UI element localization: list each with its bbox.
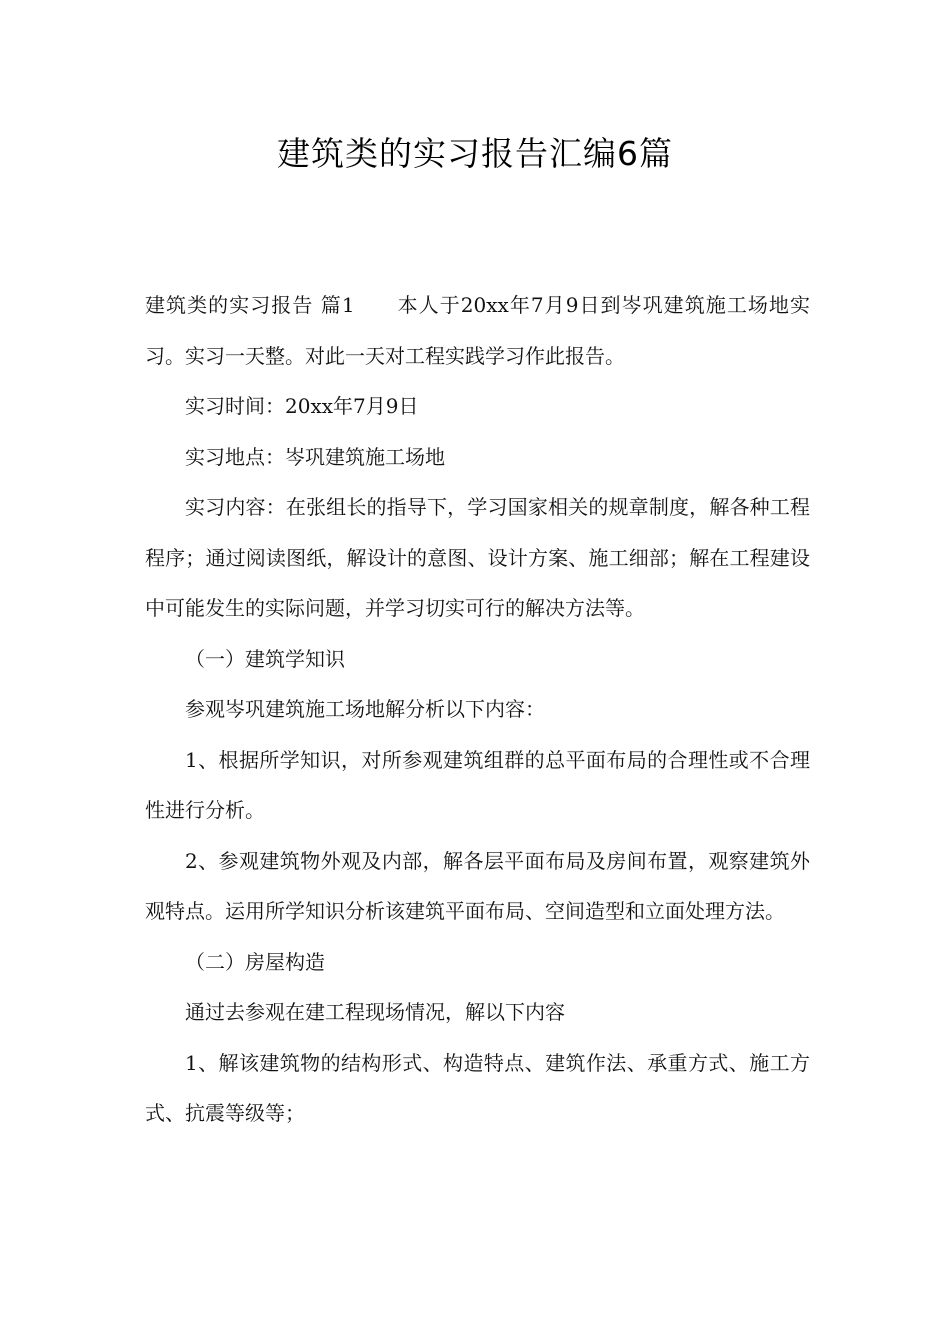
heading-house-construction: （二）房屋构造 [185,949,325,974]
paragraph-site-visit: 通过去参观在建工程现场情况，解以下内容 [185,1000,565,1024]
paragraph-internship-location: 实习地点：岑巩建筑施工场地 [185,444,445,469]
section-label: 建筑类的实习报告 篇1 [145,293,355,317]
list-item-2-building-exterior: 2、参观建筑物外观及内部，解各层平面布局及房间布置，观察建筑外观特点。运用所学知识分析该建筑平面布局、空间造型和立面处理方法。 [145,848,810,923]
intro-paragraph [145,280,810,381]
intro-text: 本人于20xx年7月9日到岑巩建筑施工场地实习。实习一天整。对此一天对工程实践学习作此报告。 [145,293,810,368]
paragraph-visit-analysis: 参观岑巩建筑施工场地解分析以下内容： [185,697,545,721]
list-item-1-site-layout: 1、根据所学知识，对所参观建筑组群的总平面布局的合理性或不合理性进行分析。 [145,747,810,822]
list-item-1-structure: 1、解该建筑物的结构形式、构造特点、建筑作法、承重方式、施工方式、抗震等级等； [145,1050,810,1125]
document-title: 建筑类的实习报告汇编6篇 [277,134,673,173]
paragraph-internship-content: 实习内容：在张组长的指导下，学习国家相关的规章制度，解各种工程程序；通过阅读图纸，解设计的意图、设计方案、施工细部；解在工程建设中可能发生的实际问题，并学习切实可行的解决方法等。 [145,495,810,620]
heading-architecture-knowledge: （一）建筑学知识 [185,646,345,671]
document-body [145,280,810,1139]
paragraph-internship-time: 实习时间：20xx年7月9日 [185,394,419,418]
